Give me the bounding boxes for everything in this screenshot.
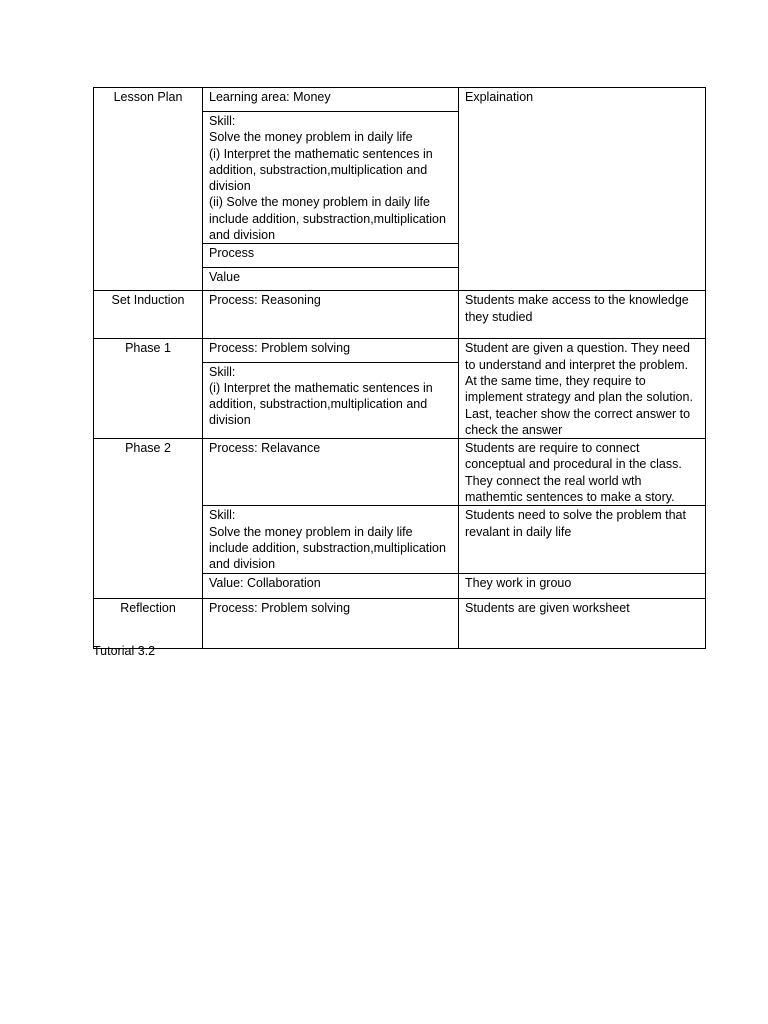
- lesson-process-cell: [203, 244, 459, 268]
- lesson-process-text: Process: [209, 246, 255, 261]
- explanation-header-cell: [459, 88, 706, 291]
- phase2-skill-explanation-cell: [459, 506, 706, 573]
- set-induction-label-cell: [94, 291, 203, 339]
- set-induction-process: Process: Reasoning: [209, 293, 321, 308]
- lesson-plan-table: [93, 87, 706, 649]
- reflection-process: Process: Problem solving: [209, 600, 351, 615]
- lesson-value-cell: [203, 268, 459, 291]
- phase2-label-cell: [94, 439, 203, 598]
- phase2-label: Phase 2: [125, 441, 171, 456]
- phase1-process: Process: Problem solving: [209, 341, 351, 356]
- phase2-value-explanation-cell: [459, 573, 706, 598]
- lesson-skill-cell: Skill: Solve the money problem in daily life (i) Interpret the mathematic sentences in addition, substraction,multiplication and division (ii) Solve the money problem in daily life include addition, substraction,multiplication and division: [203, 112, 459, 244]
- set-induction-process-cell: [203, 291, 459, 339]
- phase1-label-cell: [94, 339, 203, 439]
- reflection-label: Reflection: [120, 600, 176, 615]
- set-induction-explanation: Students make access to the knowledge they studied: [465, 293, 689, 324]
- reflection-process-cell: [203, 598, 459, 648]
- reflection-explanation: Students are given worksheet: [465, 600, 630, 615]
- phase2-process-explanation: Students are require to connect conceptual and procedural in the class. They connect the real world wth mathemtic sentences to make a story.: [465, 441, 682, 505]
- phase2-value: Value: Collaboration: [209, 575, 321, 590]
- reflection-explanation-cell: [459, 598, 706, 648]
- set-induction-label: Set Induction: [111, 293, 185, 308]
- phase1-explanation-cell: [459, 339, 706, 439]
- phase2-value-cell: [203, 573, 459, 598]
- lesson-plan-label: Lesson Plan: [113, 90, 183, 104]
- learning-area-text: Learning area: Money: [209, 90, 331, 104]
- set-induction-explanation-cell: [459, 291, 706, 339]
- phase2-value-explanation: They work in grouo: [465, 575, 572, 590]
- tutorial-caption: Tutorial 3.2: [93, 644, 156, 658]
- phase1-skill-cell: Skill: (i) Interpret the mathematic sentences in addition, substraction,multiplication and division: [203, 362, 459, 439]
- explanation-header: Explaination: [465, 90, 534, 104]
- phase1-explanation: Student are given a question. They need to understand and interpret the problem. At the same time, they require to implement strategy and plan the solution. Last, teacher show the correct answer to check the answer: [465, 341, 693, 437]
- phase1-process-cell: [203, 339, 459, 362]
- phase2-process-explanation-cell: [459, 439, 706, 506]
- learning-area-cell: [203, 88, 459, 112]
- lesson-plan-label-cell: [94, 88, 203, 291]
- reflection-label-cell: [94, 598, 203, 648]
- phase1-label: Phase 1: [125, 341, 171, 356]
- phase2-skill-explanation: Students need to solve the problem that revalant in daily life: [465, 508, 686, 539]
- lesson-value-text: Value: [209, 270, 241, 285]
- phase2-process: Process: Relavance: [209, 441, 321, 456]
- phase2-skill-cell: Skill: Solve the money problem in daily life include addition, substraction,multiplication and division: [203, 506, 459, 573]
- phase2-process-cell: [203, 439, 459, 506]
